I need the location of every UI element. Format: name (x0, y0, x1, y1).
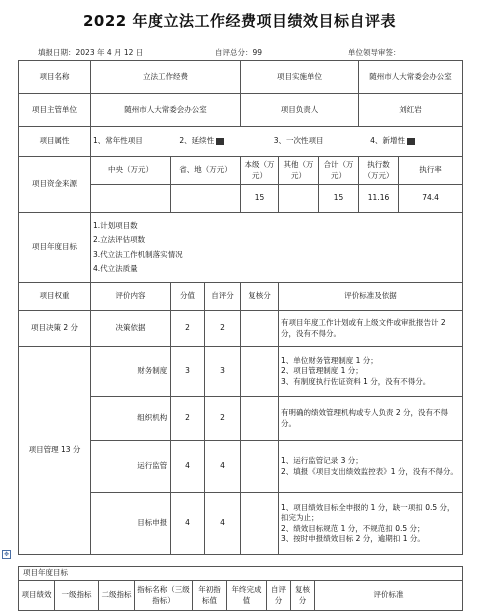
management-content: 财务制度 (135, 347, 171, 397)
perf-header: 一级指标 (55, 581, 99, 611)
annual-goal-item: 4.代立法质量 (93, 263, 138, 273)
standard-line: 2、填报《项目支出绩效监控表》1 分，没有不得分。 (281, 466, 458, 476)
management-standard (279, 347, 463, 397)
impl-unit-value: 随州市人大常委会办公室 (359, 61, 463, 94)
attr-option-3: 3、一次性项目 (273, 136, 324, 146)
standard-line: 1、运行监管记录 3 分； (281, 456, 363, 466)
evaluation-table (18, 60, 463, 555)
perf-header: 自评分 (267, 581, 291, 611)
annual-goal-item: 3.代立法工作机制落实情况 (93, 249, 183, 259)
perf-header: 项目绩效 (19, 581, 55, 611)
project-name-label: 项目名称 (19, 61, 91, 94)
funds-value-central (91, 185, 171, 213)
funds-value-province (171, 185, 241, 213)
management-review (241, 397, 279, 441)
funds-header-other: 其他（万元） (279, 157, 319, 185)
management-self: 4 (205, 493, 241, 555)
annual-goals-label: 项目年度目标 (19, 213, 91, 283)
decision-review (241, 311, 279, 347)
standard-line: 1、项目绩效目标全申报的 1 分，缺一项扣 0.5 分，扣完为止； (281, 503, 455, 523)
perf-header: 年终完成值 (227, 581, 267, 611)
score-header-standard: 评价标准及依据 (279, 283, 463, 311)
management-content: 组织机构 (135, 397, 171, 441)
decision-points: 2 (171, 311, 205, 347)
decision-self: 2 (205, 311, 241, 347)
management-standard (279, 441, 463, 493)
funds-source-label: 项目资金来源 (19, 157, 91, 213)
funds-value-total: 15 (319, 185, 359, 213)
funds-value-executed: 11.16 (359, 185, 399, 213)
perf-header: 复核分 (291, 581, 315, 611)
standard-line: 2、绩效目标规范 1 分，不规范扣 0.5 分； (281, 523, 425, 533)
checkbox-icon (407, 138, 415, 145)
table-move-handle-icon[interactable]: ✥ (3, 551, 10, 558)
leader-signature: 单位领导审签： (348, 48, 401, 57)
funds-value-local: 15 (241, 185, 279, 213)
attr-option-4: 4、新增性 (370, 136, 405, 146)
funds-header-central: 中央（万元） (91, 157, 171, 185)
project-attr-label: 项目属性 (19, 127, 91, 157)
management-points: 2 (171, 397, 205, 441)
management-standard (279, 493, 463, 555)
standard-line: 3、按时申报绩效目标 2 分，逾期扣 1 分。 (281, 533, 425, 543)
funds-value-rate: 74.4 (399, 185, 463, 213)
management-self: 2 (205, 397, 241, 441)
decision-label: 项目决策 2 分 (19, 311, 91, 347)
funds-header-total: 合计（万元） (319, 157, 359, 185)
funds-header-executed: 执行数（万元） (359, 157, 399, 185)
management-self: 3 (205, 347, 241, 397)
checkbox-icon (216, 138, 224, 145)
standard-line: 2、项目管理制度 1 分； (281, 366, 363, 376)
management-points: 4 (171, 493, 205, 555)
decision-standard: 有项目年度工作计划或有上级文件或审批报告计 2 分，没有不得分。 (279, 311, 463, 347)
funds-header-rate: 执行率 (399, 157, 463, 185)
standard-line: 有明确的绩效管理机构或专人负责 2 分，没有不得分。 (281, 408, 449, 428)
bottom-annual-goal-label: 项目年度目标 (19, 567, 463, 581)
management-self: 4 (205, 441, 241, 493)
score-header-review: 复核分 (241, 283, 279, 311)
management-points: 4 (171, 441, 205, 493)
owner-dept-value: 随州市人大常委会办公室 (91, 94, 241, 127)
score-header-weight: 项目权重 (19, 283, 91, 311)
decision-content: 决策依据 (91, 311, 171, 347)
project-lead-label: 项目负责人 (241, 94, 359, 127)
management-content: 目标申报 (135, 493, 171, 555)
standard-line: 3、有制度执行佐证资料 1 分，没有不得分。 (281, 376, 431, 386)
score-header-content: 评价内容 (91, 283, 171, 311)
funds-header-province: 省、地（万元） (171, 157, 241, 185)
management-points: 3 (171, 347, 205, 397)
management-standard (279, 397, 463, 441)
attr-option-2: 2、延续性 (179, 136, 215, 146)
management-review (241, 441, 279, 493)
score-header-self: 自评分 (205, 283, 241, 311)
perf-header: 指标名称（三级指标） (135, 581, 193, 611)
project-name-value: 立法工作经费 (91, 61, 241, 94)
management-review (241, 347, 279, 397)
management-review (241, 493, 279, 555)
annual-goal-item: 1.计划项目数 (93, 221, 138, 230)
funds-header-local: 本级（万元） (241, 157, 279, 185)
owner-dept-label: 项目主管单位 (19, 94, 91, 127)
attr-option-1: 1、常年性项目 (93, 136, 143, 146)
management-label: 项目管理 13 分 (19, 347, 91, 555)
annual-goal-item: 2.立法评估项数 (93, 235, 146, 245)
project-attr-options (91, 127, 463, 157)
management-content: 运行监管 (135, 441, 171, 493)
perf-header: 年初指标值 (193, 581, 227, 611)
page-title: 2022 年度立法工作经费项目绩效目标自评表 (83, 12, 396, 30)
performance-table (18, 566, 463, 611)
standard-line: 1、单位财务管理制度 1 分； (281, 356, 378, 366)
project-lead-value: 刘红岩 (359, 94, 463, 127)
impl-unit-label: 项目实施单位 (241, 61, 359, 94)
perf-header: 评价标准 (315, 581, 463, 611)
annual-goals-list (91, 213, 463, 283)
fill-date: 填报日期：2023 年 4 月 12 日 (38, 48, 144, 57)
score-header-points: 分值 (171, 283, 205, 311)
perf-header: 二级指标 (99, 581, 135, 611)
self-total-score: 自评总分：99 (215, 48, 263, 57)
funds-value-other (279, 185, 319, 213)
